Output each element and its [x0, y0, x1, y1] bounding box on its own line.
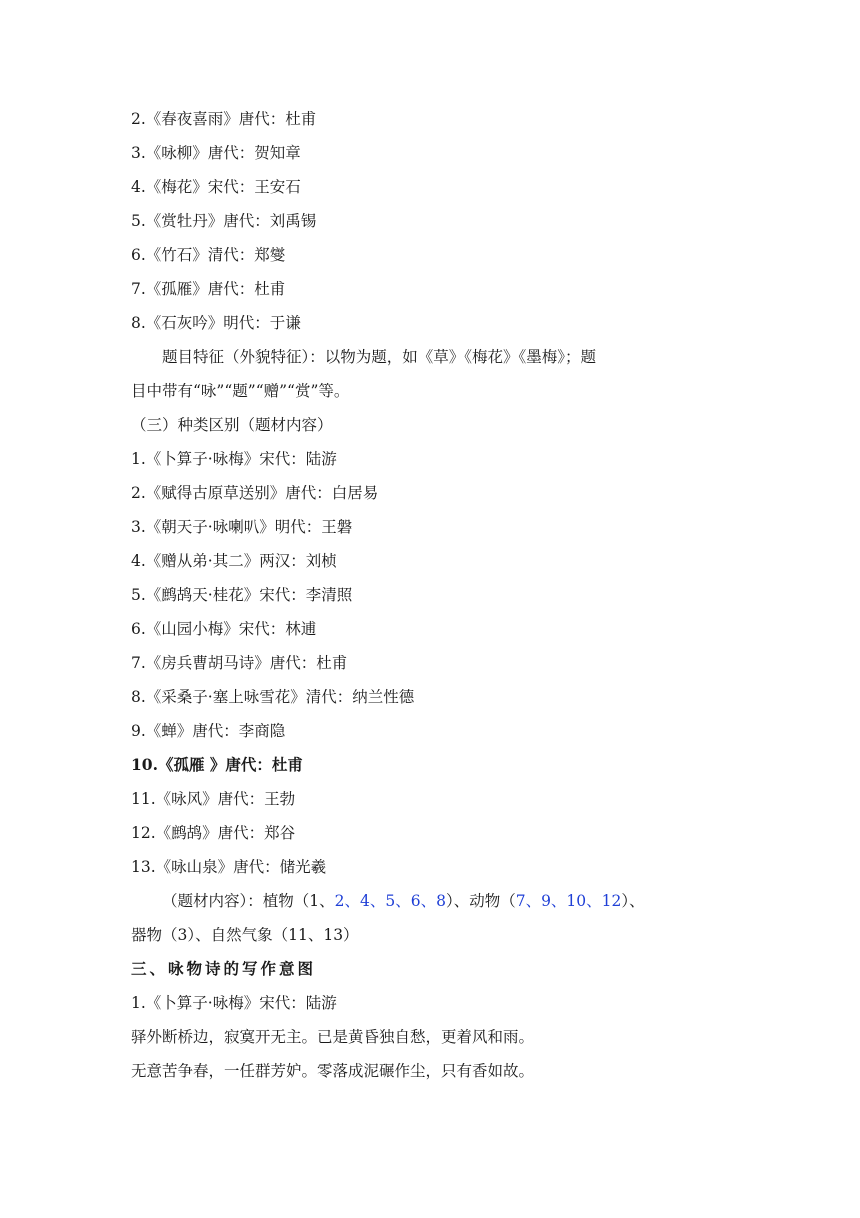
plant-numbers: 2、4、5、6、8 — [334, 892, 446, 910]
poem-list-1 — [131, 102, 731, 340]
list-item: 7.《孤雁》唐代：杜甫 — [131, 280, 286, 298]
classification-line2: 器物（3）、自然气象（11、13） — [131, 926, 359, 944]
list-item: 5.《鹧鸪天·桂花》宋代：李清照 — [131, 586, 353, 604]
classification-suffix: ）、 — [621, 892, 645, 910]
poem-line: 驿外断桥边，寂寞开无主。已是黄昏独自愁，更着风和雨。 — [131, 1028, 535, 1046]
list-item: 2.《赋得古原草送别》唐代：白居易 — [131, 484, 379, 502]
example-title: 1.《卜算子·咏梅》宋代：陆游 — [131, 994, 337, 1012]
list-item: 6.《山园小梅》宋代：林逋 — [131, 620, 317, 638]
list-item: 4.《梅花》宋代：王安石 — [131, 178, 301, 196]
poem-list-2 — [131, 442, 731, 884]
list-item: 8.《采桑子·塞上咏雪花》清代：纳兰性德 — [131, 688, 415, 706]
feature-paragraph-line2: 目中带有“咏”“题”“赠”“赏”等。 — [131, 382, 350, 400]
list-item: 3.《朝天子·咏喇叭》明代：王磐 — [131, 518, 353, 536]
list-item: 13.《咏山泉》唐代：储光羲 — [131, 858, 327, 876]
list-item: 1.《卜算子·咏梅》宋代：陆游 — [131, 450, 337, 468]
list-item: 10.《孤雁 》唐代：杜甫 — [131, 755, 303, 774]
list-item: 12.《鹧鸪》唐代：郑谷 — [131, 824, 296, 842]
list-item: 5.《赏牡丹》唐代：刘禹锡 — [131, 212, 317, 230]
list-item: 11.《咏风》唐代：王勃 — [131, 790, 296, 808]
poem-line: 无意苦争春，一任群芳妒。零落成泥碾作尘，只有香如故。 — [131, 1062, 535, 1080]
list-item: 8.《石灰吟》明代：于谦 — [131, 314, 301, 332]
section-subheading: （三）种类区别（题材内容） — [131, 416, 333, 434]
feature-paragraph-line1: 题目特征（外貌特征）：以物为题，如《草》《梅花》《墨梅》；题 — [162, 348, 597, 366]
list-item: 3.《咏柳》唐代：贺知章 — [131, 144, 301, 162]
list-item: 4.《赠从弟·其二》两汉：刘桢 — [131, 552, 337, 570]
list-item: 6.《竹石》清代：郑燮 — [131, 246, 286, 264]
list-item: 2.《春夜喜雨》唐代：杜甫 — [131, 110, 317, 128]
section-heading: 三、咏物诗的写作意图 — [131, 959, 317, 978]
classification-mid: ）、动物（ — [445, 892, 516, 910]
list-item: 7.《房兵曹胡马诗》唐代：杜甫 — [131, 654, 348, 672]
classification-line1 — [131, 884, 731, 918]
classification-prefix: （题材内容）：植物（1、 — [162, 892, 335, 910]
list-item: 9.《蝉》唐代：李商隐 — [131, 722, 286, 740]
document-body — [131, 102, 731, 1088]
animal-numbers: 7、9、10、12 — [515, 892, 622, 910]
